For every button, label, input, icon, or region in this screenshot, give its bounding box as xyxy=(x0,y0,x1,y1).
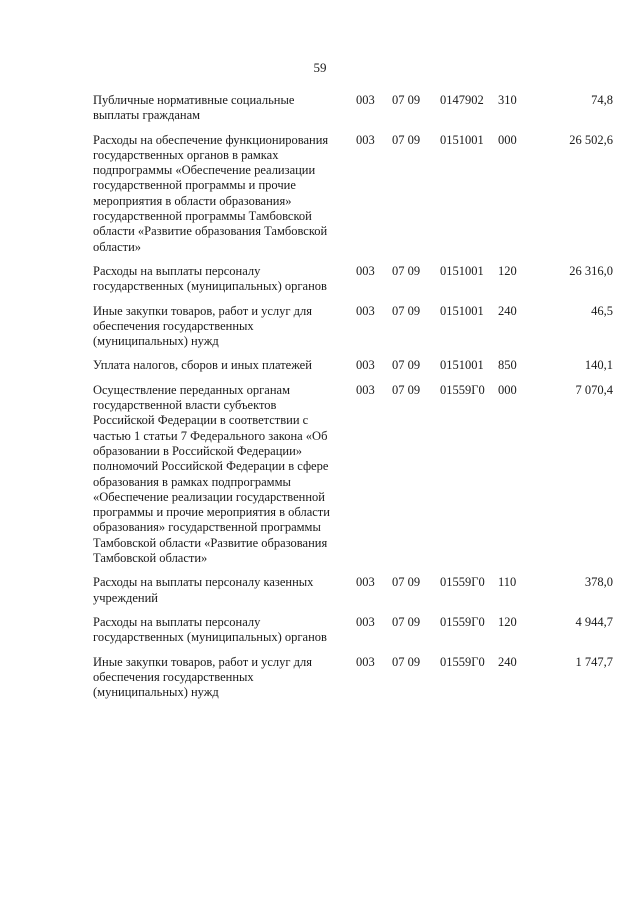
table-row xyxy=(93,93,613,124)
target-article-code: 0147902 xyxy=(440,93,484,107)
admin-code: 003 xyxy=(356,614,375,629)
section-code: 07 09 xyxy=(392,654,421,669)
target-article-code: 0151001 xyxy=(440,263,484,278)
expense-name: Иные закупки товаров, работ и услуг для обеспечения государственных (муниципальных) нужд xyxy=(93,654,313,700)
section-code: 07 09 xyxy=(392,263,421,278)
target-article-code: 01559Г0 xyxy=(440,575,485,590)
table-row xyxy=(93,575,613,606)
section-code: 07 09 xyxy=(392,614,421,629)
expense-type-code: 240 xyxy=(498,654,517,669)
table-row xyxy=(93,615,613,646)
amount: 140,1 xyxy=(584,358,613,373)
expense-name: Публичные нормативные социальные выплаты гражданам xyxy=(93,93,295,123)
admin-code: 003 xyxy=(356,575,375,590)
page-number: 59 xyxy=(313,60,327,75)
expense-type-code: 120 xyxy=(498,263,517,278)
expense-name: Расходы на выплаты персоналу государственных (муниципальных) органов xyxy=(93,263,327,294)
expense-type-code: 110 xyxy=(498,575,517,590)
admin-code: 003 xyxy=(356,263,375,278)
amount: 7 070,4 xyxy=(575,382,613,397)
table-row xyxy=(93,133,613,255)
amount: 74,8 xyxy=(591,93,613,107)
admin-code: 003 xyxy=(356,382,375,397)
expense-name: Уплата налогов, сборов и иных платежей xyxy=(93,358,312,373)
table-row xyxy=(93,304,613,350)
target-article-code: 01559Г0 xyxy=(440,614,485,629)
expense-type-code: 120 xyxy=(498,614,517,629)
amount: 26 316,0 xyxy=(569,263,613,278)
table-row xyxy=(93,358,613,373)
section-code: 07 09 xyxy=(392,303,421,318)
admin-code: 003 xyxy=(356,303,375,318)
expense-type-code: 240 xyxy=(498,303,517,318)
expense-name: Иные закупки товаров, работ и услуг для обеспечения государственных (муниципальных) нужд xyxy=(93,303,313,349)
admin-code: 003 xyxy=(356,358,375,373)
admin-code: 003 xyxy=(356,93,375,107)
amount: 26 502,6 xyxy=(569,132,613,147)
expense-type-code: 310 xyxy=(498,93,517,107)
section-code: 07 09 xyxy=(392,575,421,590)
table-row xyxy=(93,383,613,567)
section-code: 07 09 xyxy=(392,93,421,107)
admin-code: 003 xyxy=(356,132,375,147)
budget-table xyxy=(93,93,613,709)
amount: 4 944,7 xyxy=(575,614,613,629)
table-row xyxy=(93,655,613,701)
expense-type-code: 850 xyxy=(498,358,517,373)
section-code: 07 09 xyxy=(392,132,421,147)
target-article-code: 01559Г0 xyxy=(440,654,485,669)
table-row xyxy=(93,264,613,295)
amount: 46,5 xyxy=(591,303,613,318)
target-article-code: 0151001 xyxy=(440,303,484,318)
expense-name: Осуществление переданных органам государственной власти субъектов Российской Федерации в соответствии с частью 1 статьи 7 Федерального закона «Об образовании в Российской Федерации» полномочий Российской Федерации в сфере образования в рамках подпрограммы «Обеспечение реализации государственной программы и прочие мероприятия в области образования» государственной программы Тамбовской области «Развитие образования Тамбовской области» xyxy=(93,382,330,566)
expense-type-code: 000 xyxy=(498,132,517,147)
expense-name: Расходы на обеспечение функционирования государственных органов в рамках подпрограммы «Обеспечение реализации государственной программы и прочие мероприятия в области образования» государственной программы Тамбовской области «Развитие образования Тамбовской области» xyxy=(93,132,329,254)
section-code: 07 09 xyxy=(392,382,421,397)
expense-name: Расходы на выплаты персоналу государственных (муниципальных) органов xyxy=(93,614,327,645)
amount: 378,0 xyxy=(584,575,613,590)
expense-type-code: 000 xyxy=(498,382,517,397)
target-article-code: 0151001 xyxy=(440,358,484,373)
target-article-code: 01559Г0 xyxy=(440,382,485,397)
expense-name: Расходы на выплаты персоналу казенных учреждений xyxy=(93,575,314,605)
amount: 1 747,7 xyxy=(575,654,613,669)
section-code: 07 09 xyxy=(392,358,421,373)
target-article-code: 0151001 xyxy=(440,132,484,147)
admin-code: 003 xyxy=(356,654,375,669)
